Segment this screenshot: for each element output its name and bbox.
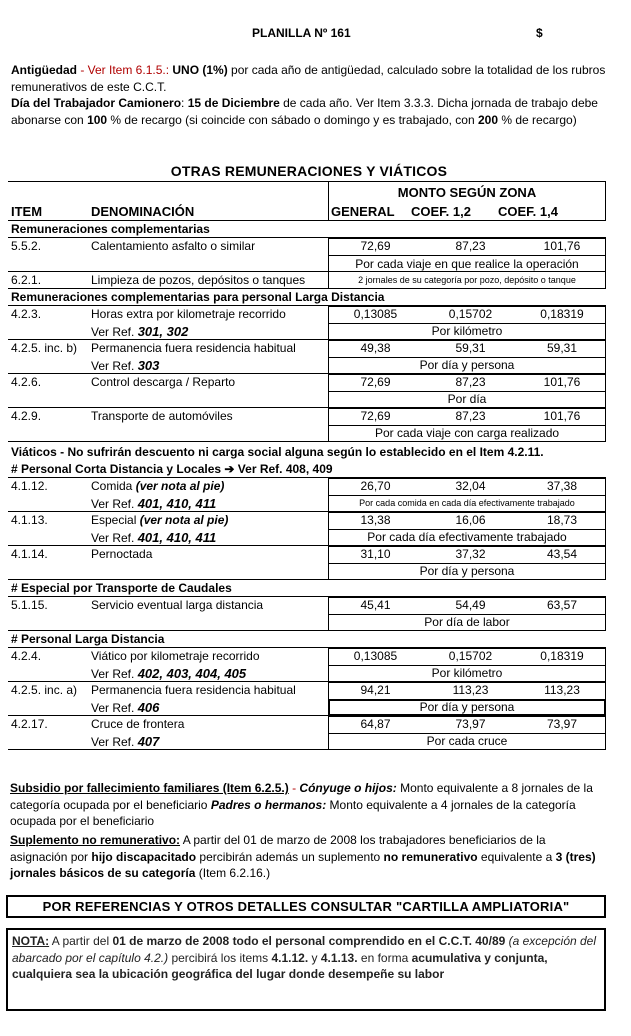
header-row-monto: [8, 181, 606, 201]
table-row: [8, 340, 606, 374]
value-coef14: 101,76: [543, 409, 581, 423]
page-header: [0, 26, 631, 44]
item-code: 4.2.3.: [11, 307, 42, 321]
value-general: 94,21: [360, 683, 391, 697]
subsidio-padres-text: Monto equivalente a 4 jornales de la categoría ocupada por el beneficiario: [10, 797, 576, 828]
value-unit: Por kilómetro: [431, 324, 503, 338]
value-coef14: 18,73: [546, 513, 578, 527]
item-code: 4.2.5. inc. b): [11, 341, 78, 355]
antiguedad-text: por cada año de antigüedad, calculado sobre la totalidad de los rubros remunerativos de este C.C.T.: [11, 63, 606, 94]
remuneraciones-table: [8, 181, 606, 750]
dia-camionero-date: 15 de Diciembre: [187, 96, 280, 110]
recargo-200: 200: [477, 112, 499, 127]
nota-bold: 01 de marzo de 2008: [112, 934, 230, 948]
value-unit: Por cada viaje con carga realizado: [374, 426, 560, 440]
table-row: [8, 512, 606, 546]
subsidio-conyuge-label: Cónyuge o hijos:: [299, 781, 397, 795]
suplemento-text: (Item 6.2.16.): [195, 866, 271, 880]
ref-numbers: 401, 410, 411: [137, 496, 217, 511]
item-name: Comida: [91, 479, 133, 493]
value-unit: Por día y persona: [419, 564, 515, 578]
currency-symbol: $: [536, 26, 543, 40]
value-unit: Por cada cruce: [426, 734, 508, 748]
value-coef12: 87,23: [455, 375, 486, 389]
value-coef14: 0,18319: [540, 307, 584, 321]
suplemento-bold: hijo discapacitado: [91, 849, 197, 864]
nota-label: NOTA:: [12, 934, 50, 948]
item-code: 4.1.13.: [11, 513, 48, 527]
antiguedad-label: Antigüedad: [11, 63, 77, 77]
dia-camionero-note: [11, 95, 611, 128]
item-code: 4.2.17.: [11, 717, 48, 731]
subsidio-conyuge-text: Monto equivalente a 8 jornales de la categoría ocupada por el beneficiario: [10, 781, 593, 812]
table-row: [8, 238, 606, 272]
value-coef12: 87,23: [455, 239, 486, 253]
item-code: 4.2.6.: [11, 375, 42, 389]
item-name: Pernoctada: [91, 547, 153, 561]
value-general: 45,41: [360, 598, 391, 612]
category-row: [8, 631, 606, 648]
table-row: [8, 648, 606, 682]
section-title: OTRAS REMUNERACIONES Y VIÁTICOS: [170, 163, 448, 179]
ref-label: Ver Ref.: [91, 531, 135, 545]
category-label: # Especial por Transporte de Caudales: [11, 581, 232, 595]
dia-camionero-text: de cada año. Ver Item 3.3.3. Dicha jornada de trabajo debe abonarse con: [11, 96, 598, 127]
value-coef12: 87,23: [455, 409, 486, 423]
item-code: 5.5.2.: [11, 239, 42, 253]
item-name: Cruce de frontera: [91, 717, 185, 731]
item-name: Calentamiento asfalto o similar: [91, 239, 256, 253]
value-general: 0,13085: [353, 649, 398, 663]
value-coef14: 101,76: [543, 375, 581, 389]
value-coef12: 54,49: [455, 598, 486, 612]
table-row: [8, 478, 606, 512]
coef14-header: COEF. 1,4: [498, 204, 558, 219]
value-coef12: 0,15702: [448, 649, 493, 663]
dia-camionero-text3: % de recargo): [498, 112, 577, 127]
item-code: 5.1.15.: [11, 598, 48, 612]
value-general: 72,69: [360, 409, 391, 423]
recargo-100: 100: [87, 112, 108, 127]
cartilla-banner: POR REFERENCIAS Y OTROS DETALLES CONSULTAR "CARTILLA AMPLIATORIA": [6, 895, 606, 918]
intro-notes: [11, 62, 611, 128]
nota-italic: (a excepción del abarcado por el capítulo 4.2.): [12, 934, 597, 965]
suplemento-note: [10, 832, 604, 882]
category-label: # Personal Larga Distancia: [11, 632, 165, 646]
item-name: Limpieza de pozos, depósitos o tanques: [91, 273, 306, 287]
ref-numbers: 402, 403, 404, 405: [137, 666, 247, 681]
item-name: Control descarga / Reparto: [91, 375, 236, 389]
suplemento-bold: no remunerativo: [383, 849, 478, 864]
header-row-columns: [8, 201, 606, 221]
value-coef14: 63,57: [546, 598, 578, 612]
ref-label: Ver Ref.: [91, 359, 135, 373]
suplemento-text: equivalente a: [477, 849, 556, 864]
nota-bold: todo el personal comprendido en el C.C.T. 40/89: [232, 934, 506, 948]
nota-text: A partir del: [49, 934, 113, 948]
general-header: GENERAL: [331, 204, 395, 219]
nota-text: y: [308, 950, 321, 965]
suplemento-title: Suplemento no remunerativo:: [10, 833, 181, 847]
subsidio-dash: -: [288, 781, 300, 795]
value-coef14: 37,38: [546, 479, 578, 493]
item-code: 4.2.9.: [11, 409, 42, 423]
item-name: Transporte de automóviles: [91, 409, 233, 423]
nota-bold: acumulativa y conjunta, cualquiera sea la ubicación geográfica del lugar donde desempeñe su labor: [12, 950, 548, 981]
value-unit: Por día de labor: [424, 615, 510, 629]
category-row: [8, 461, 606, 478]
value-unit: Por cada día efectivamente trabajado: [367, 530, 567, 544]
value-general: 31,10: [360, 547, 391, 561]
dia-camionero-text2: % de recargo (si coincide con sábado o domingo y es trabajado, con: [107, 112, 478, 127]
category-label: Remuneraciones complementarias: [11, 222, 210, 236]
ref-numbers: 303: [137, 358, 160, 373]
value-general: 26,70: [360, 479, 391, 493]
value-coef14: 0,18319: [540, 649, 584, 663]
viaticos-label: Viáticos - No sufrirán descuento ni carga social alguna según lo establecido en el Item 4.2.11.: [11, 445, 544, 459]
category-label: Remuneraciones complementarias para personal Larga Distancia: [11, 290, 385, 304]
antiguedad-value: UNO (1%): [172, 63, 228, 77]
nota-bold: 4.1.13.: [320, 950, 358, 965]
value-coef14: 43,54: [546, 547, 578, 561]
category-row: [8, 289, 606, 306]
suplemento-bold: 3 (tres) jornales básicos de su categoría: [10, 849, 596, 880]
item-name: Permanencia fuera residencia habitual: [91, 341, 296, 355]
coef12-header: COEF. 1,2: [411, 204, 471, 219]
value-general: 72,69: [360, 239, 391, 253]
nota-bold: 4.1.12.: [271, 950, 309, 965]
item-name: Permanencia fuera residencia habitual: [91, 683, 296, 697]
value-unit: Por cada comida en cada día efectivamente trabajado: [359, 498, 575, 508]
table-row: [8, 546, 606, 580]
ref-label: Ver Ref.: [91, 735, 135, 749]
category-row: [8, 580, 606, 597]
subsidio-title: Subsidio por fallecimiento familiares (Item 6.2.5.): [10, 781, 289, 795]
value-coef12: 113,23: [452, 683, 489, 697]
category-row: [8, 221, 606, 238]
antiguedad-note: [11, 62, 611, 95]
value-general: 0,13085: [353, 307, 398, 321]
monto-header: MONTO SEGÚN ZONA: [397, 185, 537, 200]
ref-numbers: 406: [137, 700, 160, 715]
value-coef14: 59,31: [546, 341, 578, 355]
suplemento-text: percibirán además un suplemento: [196, 849, 384, 864]
value-unit: Por día y persona: [419, 358, 515, 372]
subsidio-note: [10, 780, 604, 830]
item-code: 4.1.14.: [11, 547, 48, 561]
value-coef12: 32,04: [455, 479, 486, 493]
value-unit: Por kilómetro: [431, 666, 503, 680]
table-row: [8, 374, 606, 408]
viaticos-row: [8, 444, 606, 461]
table-row: [8, 597, 606, 631]
category-label: # Personal Corta Distancia y Locales ➔ Ver Ref. 408, 409: [11, 462, 333, 476]
value-general: 72,69: [360, 375, 391, 389]
table-row: [8, 716, 606, 750]
table-row: [8, 272, 606, 289]
value-unit: Por día: [447, 392, 487, 406]
value-general: 13,38: [360, 513, 391, 527]
table-row: [8, 306, 606, 340]
item-name: Horas extra por kilometraje recorrido: [91, 307, 286, 321]
item-header: ITEM: [11, 204, 43, 219]
value-coef12: 73,97: [455, 717, 486, 731]
ref-label: Ver Ref.: [91, 325, 135, 339]
item-note: (ver nota al pie): [139, 513, 229, 527]
table-row: [8, 408, 606, 442]
denominacion-header: DENOMINACIÓN: [91, 204, 195, 219]
item-name: Viático por kilometraje recorrido: [91, 649, 260, 663]
antiguedad-ref: - Ver Item 6.1.5.:: [77, 63, 173, 77]
value-coef14: 101,76: [543, 239, 581, 253]
item-note: (ver nota al pie): [135, 479, 225, 493]
subsidio-padres-label: Padres o hermanos:: [210, 797, 327, 812]
value-general: 64,87: [360, 717, 391, 731]
nota-box: [6, 928, 606, 1011]
dia-camionero-sep: :: [181, 96, 188, 110]
ref-label: Ver Ref.: [91, 497, 135, 511]
ref-numbers: 407: [137, 734, 160, 749]
value-coef14: 113,23: [544, 683, 580, 697]
value-coef12: 0,15702: [448, 307, 493, 321]
value-unit: Por día y persona: [419, 700, 515, 714]
item-name: Especial: [91, 513, 137, 527]
item-code: 4.2.4.: [11, 649, 42, 663]
value-general: 49,38: [360, 341, 391, 355]
value-unit: Por cada viaje en que realice la operación: [355, 257, 579, 271]
ref-numbers: 301, 302: [137, 324, 189, 339]
item-name: Servicio eventual larga distancia: [91, 598, 264, 612]
item-code: 4.2.5. inc. a): [11, 683, 78, 697]
item-code: 4.1.12.: [11, 479, 48, 493]
page-title: PLANILLA Nº 161: [252, 26, 351, 40]
nota-text: percibirá los items: [168, 950, 272, 965]
item-code: 6.2.1.: [11, 273, 42, 287]
value-coef14: 73,97: [546, 717, 578, 731]
value-coef12: 16,06: [455, 513, 486, 527]
suplemento-text: A partir del 01 de marzo de 2008 los trabajadores beneficiarios de la asignación por: [10, 833, 546, 864]
ref-numbers: 401, 410, 411: [137, 530, 217, 545]
value-unit: 2 jornales de su categoría por pozo, depósito o tanque: [358, 275, 576, 285]
table-row: [8, 682, 606, 716]
dia-camionero-label: Día del Trabajador Camionero: [11, 96, 182, 110]
ref-label: Ver Ref.: [91, 667, 135, 681]
nota-text: en forma: [357, 950, 412, 965]
value-coef12: 37,32: [455, 547, 486, 561]
value-coef12: 59,31: [455, 341, 486, 355]
ref-label: Ver Ref.: [91, 701, 135, 715]
